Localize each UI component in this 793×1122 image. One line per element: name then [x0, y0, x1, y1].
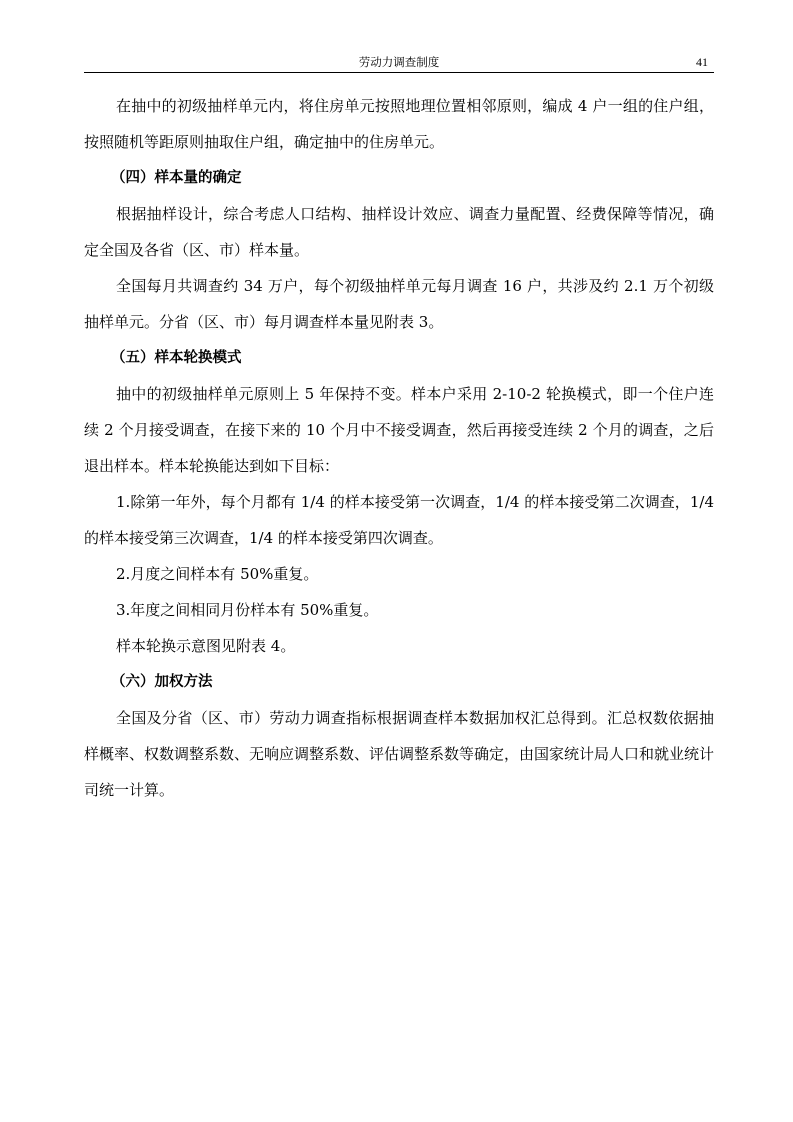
section-heading-rotation-mode: （五）样本轮换模式	[111, 350, 242, 366]
paragraph-rotation-diagram-ref: 样本轮换示意图见附表 4。	[116, 637, 296, 655]
section-heading-sample-size: （四）样本量的确定	[111, 170, 242, 186]
paragraph-sample-size-basis: 根据抽样设计，综合考虑人口结构、抽样设计效应、调查力量配置、经费保障等情况，确定全国及各省（区、市）样本量。	[84, 205, 714, 259]
page-header	[84, 54, 714, 74]
paragraph-rotation-description: 抽中的初级抽样单元原则上 5 年保持不变。样本户采用 2-10-2 轮换模式，即一个住户连续 2 个月接受调查，在接下来的 10 个月中不接受调查，然后再接受连续 2 个月的调查，之后退出样本。样本轮换能达到如下目标：	[84, 385, 714, 475]
paragraph-rotation-goal-1: 1.除第一年外，每个月都有 1/4 的样本接受第一次调查，1/4 的样本接受第二次调查，1/4 的样本接受第三次调查，1/4 的样本接受第四次调查。	[84, 493, 714, 547]
page-number: 41	[696, 55, 708, 69]
paragraph-rotation-goal-3: 3.年度之间相同月份样本有 50%重复。	[116, 601, 379, 619]
paragraph-rotation-goal-2: 2.月度之间样本有 50%重复。	[116, 565, 319, 583]
section-heading-weighting: （六）加权方法	[111, 674, 213, 690]
header-divider	[84, 72, 714, 73]
paragraph-monthly-survey-count: 全国每月共调查约 34 万户，每个初级抽样单元每月调查 16 户，共涉及约 2.1 万个初级抽样单元。分省（区、市）每月调查样本量见附表 3。	[84, 277, 714, 331]
page-body	[84, 88, 714, 808]
header-title: 劳动力调查制度	[358, 55, 440, 69]
paragraph-housing-unit-selection: 在抽中的初级抽样单元内，将住房单元按照地理位置相邻原则，编成 4 户一组的住户组，按照随机等距原则抽取住户组，确定抽中的住房单元。	[84, 97, 714, 151]
paragraph-weighting-method: 全国及分省（区、市）劳动力调查指标根据调查样本数据加权汇总得到。汇总权数依据抽样概率、权数调整系数、无响应调整系数、评估调整系数等确定，由国家统计局人口和就业统计司统一计算。	[84, 709, 715, 799]
